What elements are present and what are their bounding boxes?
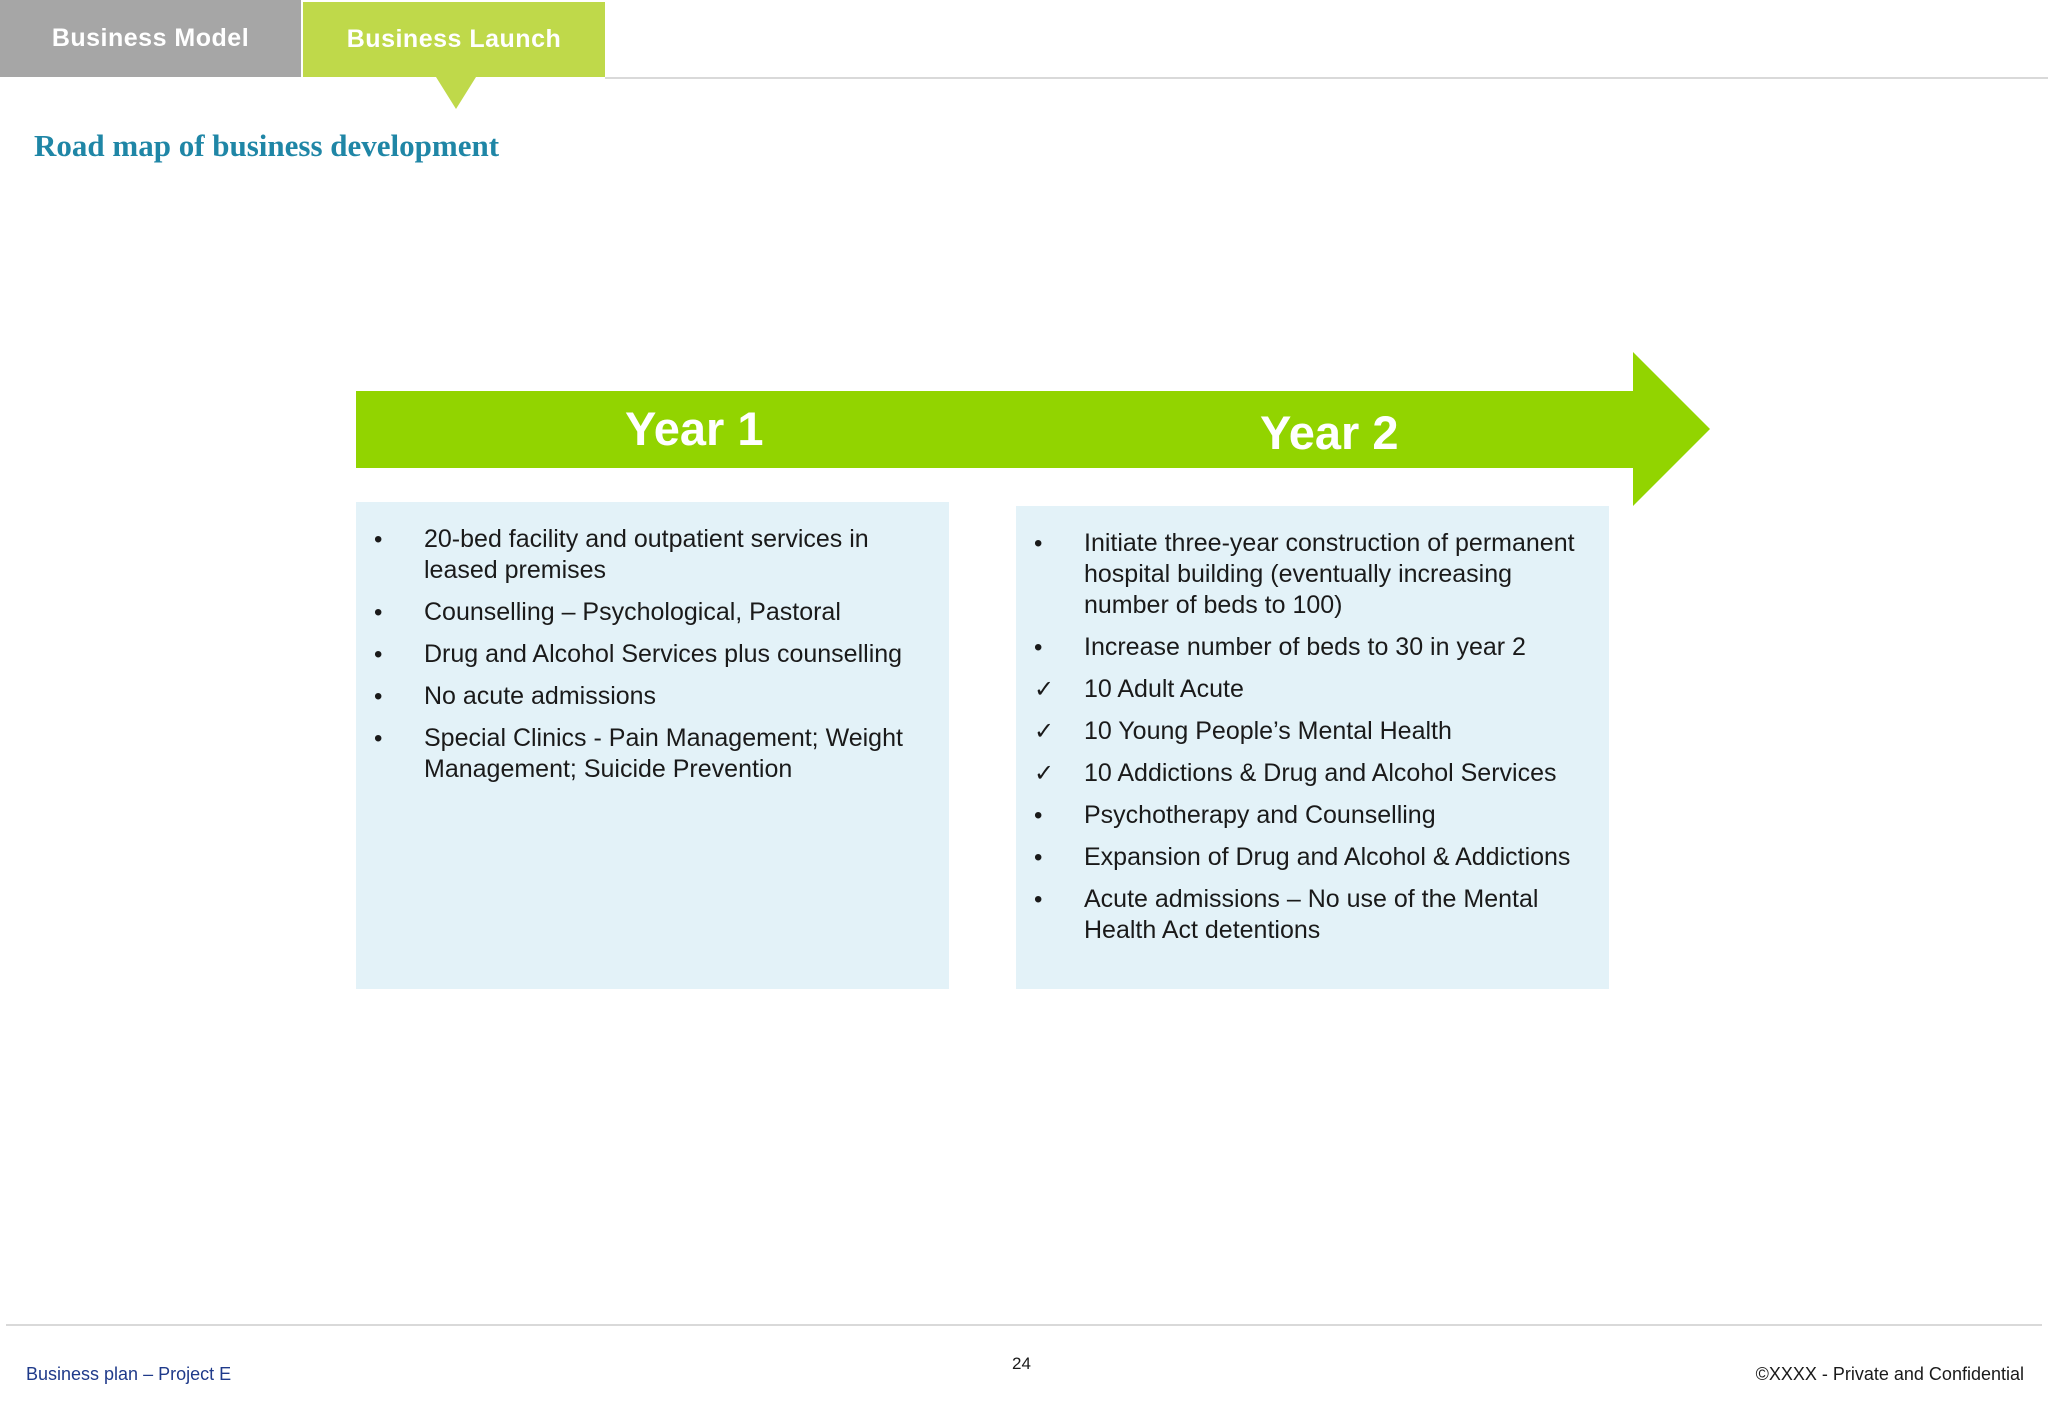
list-item	[1032, 842, 1589, 873]
list-item	[1032, 632, 1589, 663]
list-item	[1032, 716, 1589, 747]
tab-business-model[interactable]	[0, 0, 301, 77]
list-item-text: Counselling – Psychological, Pastoral	[424, 598, 841, 626]
list-item	[372, 597, 929, 628]
year-2-label: Year 2	[1260, 406, 1399, 459]
list-item-text: 20-bed facility and outpatient services in leased premises	[424, 525, 869, 584]
footer-page-number: 24	[1012, 1354, 1031, 1373]
bullet-marker: •	[1034, 530, 1043, 557]
checkmark-icon: ✓	[1034, 718, 1055, 745]
list-item-text: Initiate three-year construction of permanent hospital building (eventually increasing number of beds to 100)	[1084, 529, 1575, 619]
list-item	[372, 524, 929, 586]
footer-divider	[6, 1324, 2042, 1326]
footer-confidentiality: ©XXXX - Private and Confidential	[1755, 1364, 2024, 1384]
list-item	[372, 723, 929, 785]
list-item	[1032, 674, 1589, 705]
list-item-text: Expansion of Drug and Alcohol & Addictions	[1084, 843, 1571, 871]
list-item-text: 10 Adult Acute	[1084, 675, 1244, 703]
bullet-marker: •	[1034, 886, 1043, 913]
page-title: Road map of business development	[34, 128, 500, 163]
bullet-marker: •	[374, 641, 383, 668]
bullet-marker: •	[374, 599, 383, 626]
list-item	[1032, 884, 1589, 946]
bullet-marker: •	[1034, 802, 1043, 829]
list-item	[1032, 758, 1589, 789]
tab-business-launch[interactable]	[303, 2, 605, 77]
timeline-arrow-shape	[356, 352, 1716, 512]
list-item	[372, 681, 929, 712]
header-divider	[605, 77, 2048, 79]
list-item-text: 10 Young People’s Mental Health	[1084, 717, 1452, 745]
year-1-panel	[356, 502, 949, 989]
year-2-panel	[1016, 506, 1609, 989]
bullet-marker: •	[1034, 844, 1043, 871]
bullet-marker: •	[1034, 634, 1043, 661]
list-item-text: 10 Addictions & Drug and Alcohol Services	[1084, 759, 1557, 787]
list-item-text: Increase number of beds to 30 in year 2	[1084, 633, 1526, 661]
bullet-marker: •	[374, 725, 383, 752]
active-tab-pointer	[436, 77, 476, 109]
list-item-text: Drug and Alcohol Services plus counselling	[424, 640, 903, 668]
list-item-text: No acute admissions	[424, 682, 657, 710]
list-item	[372, 639, 929, 670]
list-item	[1032, 800, 1589, 831]
checkmark-icon: ✓	[1034, 760, 1055, 787]
list-item	[1032, 528, 1589, 621]
tab-business-launch-label: Business Launch	[346, 25, 562, 53]
list-item-text: Psychotherapy and Counselling	[1084, 801, 1436, 829]
timeline-arrow-polygon	[356, 352, 1710, 506]
list-item-text: Acute admissions – No use of the Mental Health Act detentions	[1084, 885, 1539, 944]
year-1-label: Year 1	[625, 402, 764, 455]
footer-document-name: Business plan – Project E	[26, 1364, 232, 1384]
bullet-marker: •	[374, 683, 383, 710]
tab-business-model-label: Business Model	[51, 24, 250, 52]
list-item-text: Special Clinics - Pain Management; Weight Management; Suicide Prevention	[424, 724, 903, 783]
checkmark-icon: ✓	[1034, 676, 1055, 703]
bullet-marker: •	[374, 526, 383, 553]
